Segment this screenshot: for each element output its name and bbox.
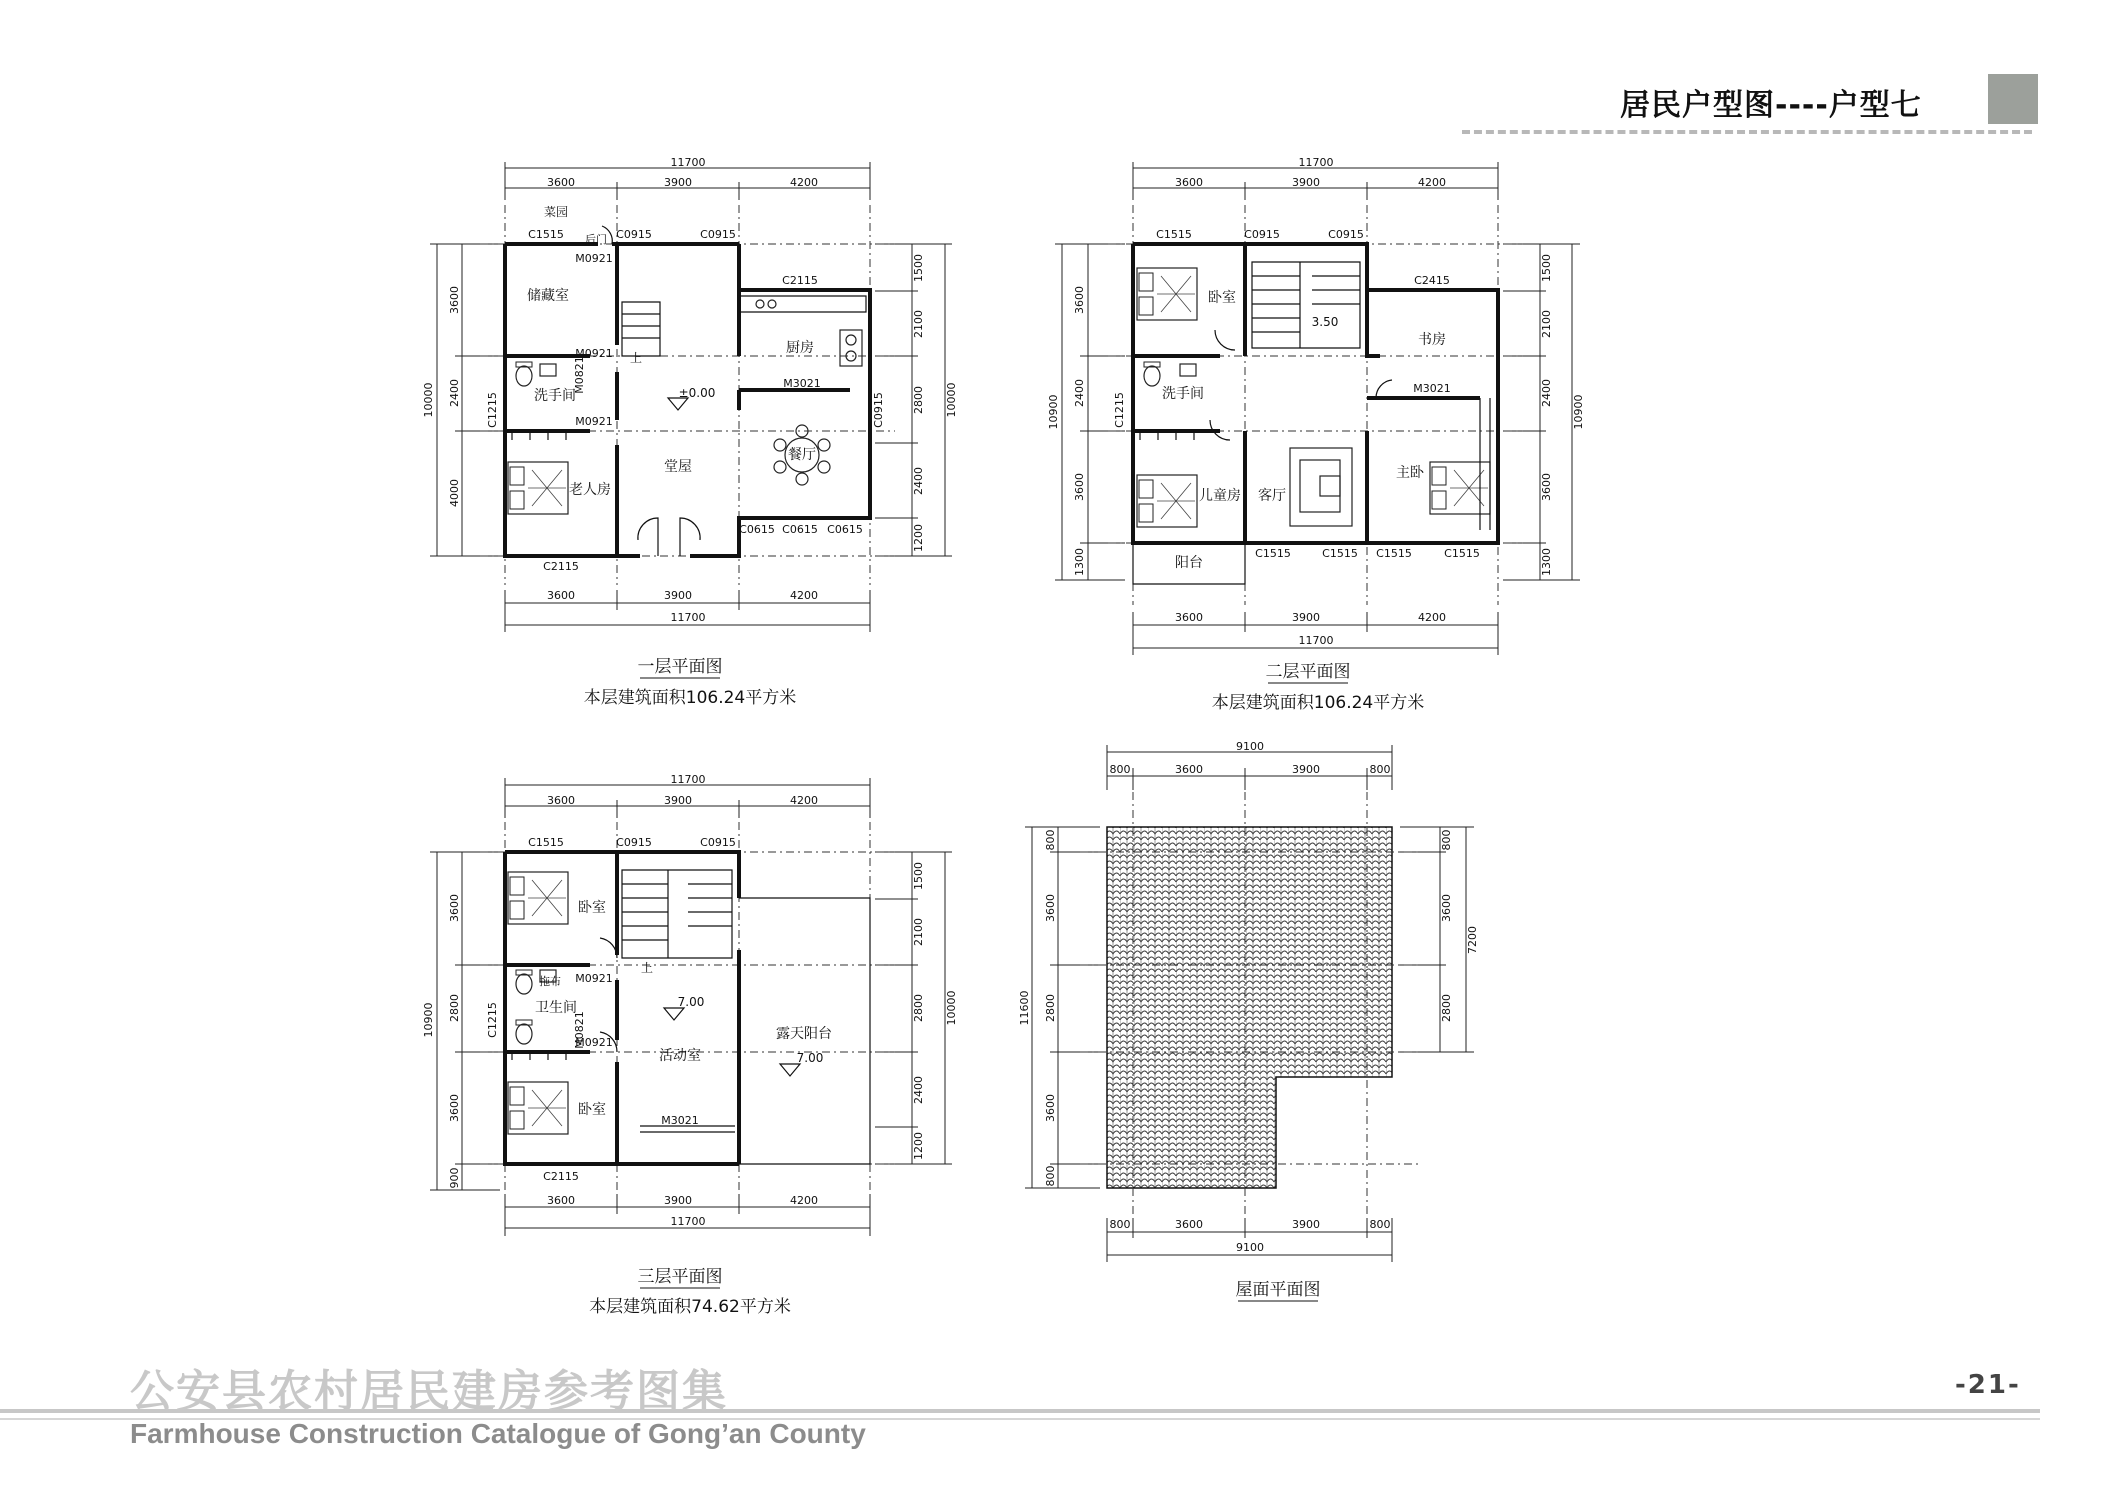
label-c1515-3: C1515 [528,836,564,849]
roof-dim-total-top: 9100 [1236,740,1264,753]
label-c0915-b: C0915 [700,228,736,241]
label-c1215-3: C1215 [486,1002,499,1038]
label-level-2: 3.50 [1311,315,1339,329]
label-c1215: C1215 [486,392,499,428]
label-study-2: 书房 [1418,332,1446,348]
label-hall: 堂屋 [664,459,692,475]
dim-left-4-3: 900 [448,1167,461,1189]
label-c1215-2: C1215 [1113,392,1126,428]
label-m0921-mid: M0921 [575,347,613,360]
dim-right-3: 2800 [912,386,925,414]
roof-dim-r3: 2800 [1440,994,1453,1022]
dim-right-total-2: 10900 [1572,394,1585,430]
dim-left-3-2: 3600 [1073,473,1086,501]
dim-left-1-3: 3600 [448,894,461,922]
label-m0921-low: M0921 [575,415,613,428]
roof-dim-d-top: 800 [1369,763,1391,776]
roof-dim-r1: 800 [1440,829,1453,851]
dim-col2-bottom-3: 3900 [664,1194,692,1207]
dim-left-3-3: 3600 [448,1094,461,1122]
roof-dim-l1: 800 [1044,829,1057,851]
dim-total-top: 11700 [670,156,706,169]
dim-right-4: 2400 [912,467,925,495]
label-mop-3: 拖布 [539,975,561,988]
label-bedroom-top-3: 卧室 [578,900,606,916]
label-c1515-a-2: C1515 [1255,547,1291,560]
label-bedroom-2: 卧室 [1208,290,1236,306]
label-c2115-top: C2115 [782,274,818,287]
label-toilet-3: 卫生间 [535,1000,577,1016]
plan-second-floor [1047,156,1585,713]
label-m0921-top: M0921 [575,252,613,265]
dim-left-2: 2400 [448,379,461,407]
roof-dim-b-top: 3600 [1175,763,1203,776]
roof-dim-left-total: 11600 [1018,990,1031,1026]
dim-col3-bottom-3: 4200 [790,1194,818,1207]
roof-dim-a-top: 800 [1109,763,1131,776]
dim-right-2-2: 2100 [1540,310,1553,338]
label-c1515-2: C1515 [1156,228,1192,241]
dim-right-5-3: 1200 [912,1132,925,1160]
label-c1515-b-2: C1515 [1322,547,1358,560]
roof-dim-r-total: 7200 [1466,926,1479,954]
dim-total-top-3: 11700 [670,773,706,786]
label-c2115-3: C2115 [543,1170,579,1183]
caption-third-floor: 三层平面图 [637,1267,723,1287]
dim-left-3: 4000 [448,479,461,507]
dim-left-total-3: 10900 [422,1002,435,1038]
roof-dim-b-bottom: 3600 [1175,1218,1203,1231]
area-second-floor: 本层建筑面积106.24平方米 [1211,693,1425,713]
plan-roof [1018,740,1479,1301]
roof-dim-r2: 3600 [1440,894,1453,922]
dim-col3-bottom-2: 4200 [1418,611,1446,624]
dim-col1-bottom-3: 3600 [547,1194,575,1207]
plan-first-floor [422,156,958,708]
dim-col1-top: 3600 [547,176,575,189]
footer-title-chinese: 公安县农村居民建房参考图集 [130,1366,728,1417]
plan-third-floor [422,773,958,1317]
dim-right-2-3: 2100 [912,918,925,946]
roof-dim-l2: 3600 [1044,894,1057,922]
dim-left-1-2: 3600 [1073,286,1086,314]
dim-left-1: 3600 [448,286,461,314]
label-c2415-2: C2415 [1414,274,1450,287]
label-kids-room-2: 儿童房 [1199,488,1241,504]
page-number: -21- [1955,1370,2021,1400]
label-c1515: C1515 [528,228,564,241]
dim-right-total: 10000 [945,382,958,418]
label-c1515-d-2: C1515 [1444,547,1480,560]
dim-col3-top-3: 4200 [790,794,818,807]
label-master-2: 主卧 [1396,465,1424,481]
roof-dim-l4: 3600 [1044,1094,1057,1122]
dim-total-top-2: 11700 [1298,156,1334,169]
label-back-door: 后门 [585,233,607,246]
dim-col1-bottom: 3600 [547,589,575,602]
dim-right-1-3: 1500 [912,862,925,890]
roof-dim-a-bottom: 800 [1109,1218,1131,1231]
dim-right-5-2: 1300 [1540,548,1553,576]
dim-right-total-3: 10000 [945,990,958,1026]
dim-right-3-3: 2800 [912,994,925,1022]
roof-dim-total-bottom: 9100 [1236,1241,1264,1254]
label-c1515-c-2: C1515 [1376,547,1412,560]
label-up-3: 上 [640,961,654,975]
roof-dim-c-bottom: 3900 [1292,1218,1320,1231]
dim-right-2: 2100 [912,310,925,338]
label-c0915-b-3: C0915 [700,836,736,849]
label-c0915-r: C0915 [872,392,885,428]
dim-right-1-2: 1500 [1540,254,1553,282]
dim-col1-top-3: 3600 [547,794,575,807]
roof-dim-l3: 2800 [1044,994,1057,1022]
label-m0921-a-3: M0921 [575,972,613,985]
label-terrace-3: 露天阳台 [776,1026,832,1042]
label-bedroom-bottom-3: 卧室 [578,1102,606,1118]
label-activity-3: 活动室 [659,1048,701,1064]
dim-total-bottom-3: 11700 [670,1215,706,1228]
dim-col3-top: 4200 [790,176,818,189]
label-c2115-bot: C2115 [543,560,579,573]
dim-left-total-2: 10900 [1047,394,1060,430]
label-c0615-a: C0615 [739,523,775,536]
dim-col2-top-2: 3900 [1292,176,1320,189]
roof-tile-surface [1107,827,1392,1188]
label-terrace-level-3: 7.00 [796,1051,824,1065]
label-level-3: 7.00 [677,995,705,1009]
label-up: 上 [629,351,643,365]
roof-dim-l5: 800 [1044,1165,1057,1187]
dim-col2-top-3: 3900 [664,794,692,807]
label-m0821-3: M0821 [573,1011,586,1049]
dim-right-1: 1500 [912,254,925,282]
area-third-floor: 本层建筑面积74.62平方米 [589,1297,791,1317]
dim-right-3-2: 2400 [1540,379,1553,407]
dim-right-4-2: 3600 [1540,473,1553,501]
dim-col3-bottom: 4200 [790,589,818,602]
label-elder-room: 老人房 [569,482,611,498]
dim-left-4-2: 1300 [1073,548,1086,576]
footer-title-english: Farmhouse Construction Catalogue of Gong’an County [130,1418,866,1449]
label-storage: 储藏室 [527,288,569,304]
dim-right-5: 1200 [912,524,925,552]
label-living-2: 客厅 [1258,488,1286,504]
dim-col1-top-2: 3600 [1175,176,1203,189]
label-dining: 餐厅 [788,447,816,463]
label-balcony-2: 阳台 [1175,555,1203,571]
dim-col2-bottom: 3900 [664,589,692,602]
dim-total-bottom: 11700 [670,611,706,624]
dim-left-2-3: 2800 [448,994,461,1022]
label-kitchen: 厨房 [786,340,814,356]
caption-first-floor: 一层平面图 [637,657,723,677]
dim-total-bottom-2: 11700 [1298,634,1334,647]
dim-right-4-3: 2400 [912,1076,925,1104]
label-m0921-b-3: M0921 [575,1036,613,1049]
label-garden: 菜园 [543,205,569,219]
label-c0615-c: C0615 [827,523,863,536]
caption-roof: 屋面平面图 [1235,1280,1321,1300]
dim-left-total: 10000 [422,382,435,418]
label-washroom: 洗手间 [534,388,576,404]
dim-col1-bottom-2: 3600 [1175,611,1203,624]
label-m3021-3: M3021 [661,1114,699,1127]
label-m3021: M3021 [783,377,821,390]
dim-col2-bottom-2: 3900 [1292,611,1320,624]
label-level: ±0.00 [678,386,716,400]
roof-dim-c-top: 3900 [1292,763,1320,776]
label-c0615-b: C0615 [782,523,818,536]
dim-left-2-2: 2400 [1073,379,1086,407]
label-washroom-2: 洗手间 [1162,386,1204,402]
caption-second-floor: 二层平面图 [1265,662,1351,682]
label-m3021-2: M3021 [1413,382,1451,395]
label-c0915-a-3: C0915 [616,836,652,849]
roof-dim-d-bottom: 800 [1369,1218,1391,1231]
label-m0821: M0821 [573,356,586,394]
dim-col2-top: 3900 [664,176,692,189]
dim-col3-top-2: 4200 [1418,176,1446,189]
page-header-title: 居民户型图----户型七 [1620,88,1922,123]
label-c0915-a: C0915 [616,228,652,241]
area-first-floor: 本层建筑面积106.24平方米 [583,688,797,708]
label-c0915-a-2: C0915 [1244,228,1280,241]
label-c0915-b-2: C0915 [1328,228,1364,241]
